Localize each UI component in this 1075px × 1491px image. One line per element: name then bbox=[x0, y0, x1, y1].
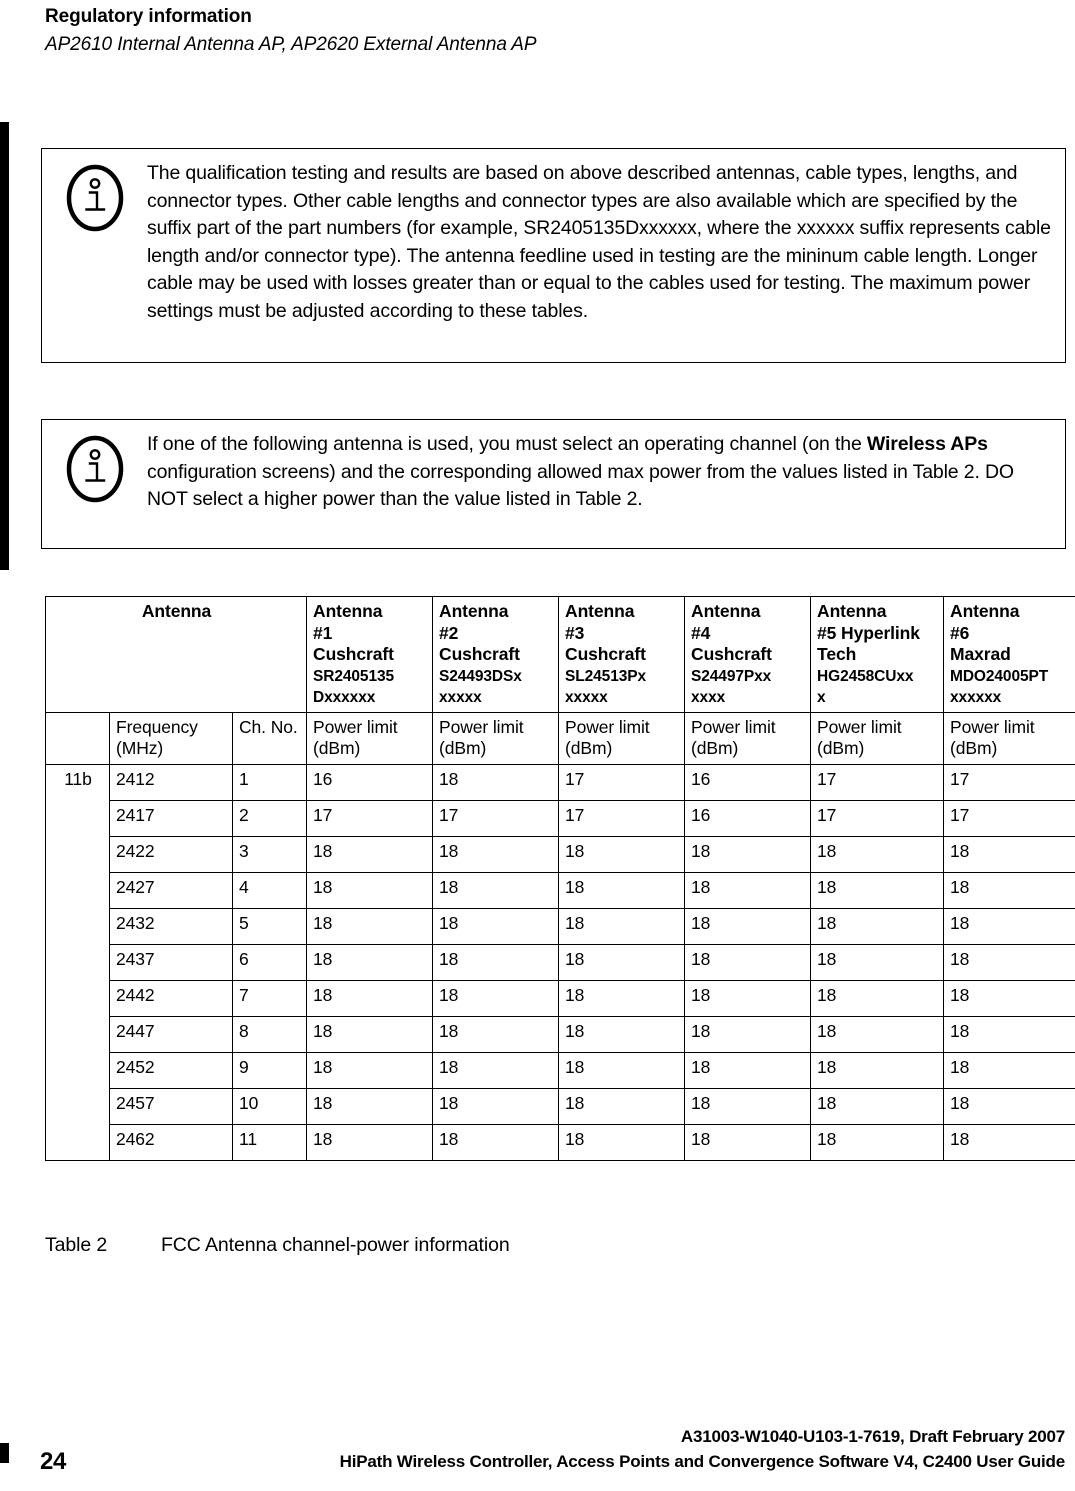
antenna-5-brand: Tech bbox=[817, 644, 857, 664]
cell-channel: 10 bbox=[233, 1088, 307, 1124]
cell-power-1: 18 bbox=[307, 980, 433, 1016]
page-subtitle: AP2610 Internal Antenna AP, AP2620 External Antenna AP bbox=[45, 34, 537, 55]
cell-channel: 4 bbox=[233, 872, 307, 908]
cell-frequency: 2437 bbox=[110, 944, 233, 980]
subheader-power-5 bbox=[811, 712, 944, 764]
subheader-power-3-line1: Power limit bbox=[565, 716, 650, 737]
note-text-part2: configuration screens) and the corresponding allowed max power from the values listed in Table 2. DO NOT select a higher power than the value listed in Table 2. bbox=[147, 460, 1014, 510]
cell-power-6: 18 bbox=[944, 1052, 1075, 1088]
antenna-3-model-line2: xxxxx bbox=[565, 688, 608, 706]
cell-power-1: 17 bbox=[307, 800, 433, 836]
antenna-1-model-line1: SR2405135 bbox=[313, 667, 395, 685]
cell-frequency: 2427 bbox=[110, 872, 233, 908]
cell-frequency: 2422 bbox=[110, 836, 233, 872]
subheader-power-3-line2: (dBm) bbox=[565, 738, 613, 758]
cell-power-5: 18 bbox=[811, 1088, 944, 1124]
table-row bbox=[46, 1124, 1075, 1160]
cell-channel: 2 bbox=[233, 800, 307, 836]
cell-power-6: 18 bbox=[944, 1016, 1075, 1052]
cell-channel: 8 bbox=[233, 1016, 307, 1052]
antenna-3-title: Antenna bbox=[565, 601, 635, 621]
cell-power-6: 18 bbox=[944, 872, 1075, 908]
cell-frequency: 2432 bbox=[110, 908, 233, 944]
antenna-6-model-line1: MDO24005PT bbox=[950, 667, 1049, 685]
change-bar-main bbox=[0, 122, 9, 570]
cell-power-1: 16 bbox=[307, 764, 433, 800]
antenna-5-model-line2: x bbox=[817, 688, 826, 706]
cell-power-2: 18 bbox=[433, 836, 559, 872]
antenna-2-model-line1: S24493DSx bbox=[439, 667, 522, 685]
cell-power-5: 18 bbox=[811, 1052, 944, 1088]
cell-power-6: 18 bbox=[944, 836, 1075, 872]
table-row bbox=[46, 1052, 1075, 1088]
cell-power-4: 18 bbox=[685, 1052, 811, 1088]
table-row bbox=[46, 944, 1075, 980]
subheader-power-2 bbox=[433, 712, 559, 764]
cell-power-2: 18 bbox=[433, 908, 559, 944]
table-row bbox=[46, 764, 1075, 800]
table-row bbox=[46, 800, 1075, 836]
antenna-1-brand: Cushcraft bbox=[313, 644, 394, 664]
subheader-power-6-line1: Power limit bbox=[950, 716, 1035, 737]
cell-frequency: 2462 bbox=[110, 1124, 233, 1160]
subheader-power-4 bbox=[685, 712, 811, 764]
cell-frequency: 2452 bbox=[110, 1052, 233, 1088]
cell-power-2: 17 bbox=[433, 800, 559, 836]
cell-power-4: 18 bbox=[685, 908, 811, 944]
antenna-3-model-line1: SL24513Px bbox=[565, 667, 646, 685]
cell-power-3: 18 bbox=[559, 836, 685, 872]
antenna-4-model-line1: S24497Pxx bbox=[691, 667, 772, 685]
table-row bbox=[46, 1016, 1075, 1052]
cell-power-2: 18 bbox=[433, 1016, 559, 1052]
cell-power-1: 18 bbox=[307, 872, 433, 908]
band-label-11b: 11b bbox=[46, 764, 110, 1160]
antenna-2-number: #2 bbox=[439, 622, 459, 643]
cell-power-2: 18 bbox=[433, 872, 559, 908]
antenna-3-number: #3 bbox=[565, 622, 585, 643]
antenna-4-number: #4 bbox=[691, 622, 711, 643]
cell-power-4: 16 bbox=[685, 800, 811, 836]
cell-power-6: 18 bbox=[944, 944, 1075, 980]
table-header-row-units bbox=[46, 712, 1075, 764]
header-antenna-2 bbox=[433, 597, 559, 713]
table-row bbox=[46, 908, 1075, 944]
header-antenna-6 bbox=[944, 597, 1075, 713]
cell-power-2: 18 bbox=[433, 1124, 559, 1160]
cell-power-5: 17 bbox=[811, 764, 944, 800]
subheader-power-4-line1: Power limit bbox=[691, 716, 776, 737]
table-body bbox=[46, 597, 1075, 1161]
cell-power-1: 18 bbox=[307, 1016, 433, 1052]
cell-power-1: 18 bbox=[307, 836, 433, 872]
antenna-5-title: Antenna bbox=[817, 601, 887, 621]
cell-power-2: 18 bbox=[433, 1088, 559, 1124]
note-box-antenna-channel-selection bbox=[41, 419, 1066, 549]
subheader-band-empty bbox=[46, 712, 110, 764]
note-box-qualification-testing bbox=[41, 148, 1066, 363]
header-antenna-merged: Antenna bbox=[46, 597, 307, 713]
antenna-6-model-line2: xxxxxx bbox=[950, 688, 1002, 706]
cell-power-5: 18 bbox=[811, 1124, 944, 1160]
footer-page-number: 24 bbox=[40, 1448, 67, 1475]
cell-power-3: 18 bbox=[559, 908, 685, 944]
table-row bbox=[46, 836, 1075, 872]
cell-power-4: 18 bbox=[685, 1124, 811, 1160]
cell-power-4: 16 bbox=[685, 764, 811, 800]
header-antenna-1 bbox=[307, 597, 433, 713]
cell-frequency: 2442 bbox=[110, 980, 233, 1016]
subheader-channel: Ch. No. bbox=[233, 712, 307, 764]
subheader-power-1-line1: Power limit bbox=[313, 716, 398, 737]
cell-power-2: 18 bbox=[433, 1052, 559, 1088]
cell-power-1: 18 bbox=[307, 908, 433, 944]
antenna-4-model-line2: xxxx bbox=[691, 688, 726, 706]
cell-channel: 5 bbox=[233, 908, 307, 944]
antenna-6-number: #6 bbox=[950, 622, 970, 643]
cell-power-5: 18 bbox=[811, 944, 944, 980]
cell-power-5: 18 bbox=[811, 872, 944, 908]
cell-power-1: 18 bbox=[307, 1124, 433, 1160]
table-header-row-antennas bbox=[46, 597, 1075, 713]
footer-document-info bbox=[340, 1424, 1065, 1474]
cell-frequency: 2457 bbox=[110, 1088, 233, 1124]
cell-frequency: 2447 bbox=[110, 1016, 233, 1052]
antenna-5-model-line1: HG2458CUxx bbox=[817, 667, 914, 685]
cell-power-2: 18 bbox=[433, 980, 559, 1016]
info-icon bbox=[66, 435, 124, 503]
cell-power-3: 18 bbox=[559, 1016, 685, 1052]
table-row bbox=[46, 872, 1075, 908]
document-header bbox=[45, 0, 1045, 58]
cell-channel: 1 bbox=[233, 764, 307, 800]
cell-power-5: 18 bbox=[811, 1016, 944, 1052]
note-text-emphasis: Wireless APs bbox=[866, 433, 988, 455]
cell-power-1: 18 bbox=[307, 1088, 433, 1124]
cell-power-6: 18 bbox=[944, 908, 1075, 944]
cell-power-6: 18 bbox=[944, 1124, 1075, 1160]
subheader-power-6-line2: (dBm) bbox=[950, 738, 998, 758]
footer-document-id: A31003-W1040-U103-1-7619, Draft February 2007 bbox=[680, 1427, 1065, 1446]
cell-power-3: 17 bbox=[559, 764, 685, 800]
cell-power-6: 18 bbox=[944, 980, 1075, 1016]
cell-power-1: 18 bbox=[307, 1052, 433, 1088]
note-text bbox=[147, 420, 1065, 522]
note-icon-cell bbox=[42, 149, 147, 232]
cell-power-3: 18 bbox=[559, 1052, 685, 1088]
subheader-power-6 bbox=[944, 712, 1075, 764]
table-caption-number: Table 2 bbox=[45, 1234, 108, 1256]
cell-power-4: 18 bbox=[685, 836, 811, 872]
subheader-frequency-line1: Frequency bbox=[116, 716, 198, 737]
cell-power-4: 18 bbox=[685, 1016, 811, 1052]
subheader-power-5-line2: (dBm) bbox=[817, 738, 865, 758]
cell-power-2: 18 bbox=[433, 944, 559, 980]
cell-power-5: 17 bbox=[811, 800, 944, 836]
cell-power-6: 17 bbox=[944, 764, 1075, 800]
antenna-2-brand: Cushcraft bbox=[439, 644, 520, 664]
cell-channel: 7 bbox=[233, 980, 307, 1016]
table-caption bbox=[45, 1232, 510, 1258]
subheader-power-2-line1: Power limit bbox=[439, 716, 524, 737]
antenna-5-number: #5 Hyperlink bbox=[817, 622, 920, 643]
cell-power-4: 18 bbox=[685, 980, 811, 1016]
subheader-power-1-line2: (dBm) bbox=[313, 738, 361, 758]
cell-power-3: 18 bbox=[559, 1124, 685, 1160]
cell-power-5: 18 bbox=[811, 980, 944, 1016]
antenna-1-title: Antenna bbox=[313, 601, 383, 621]
table-row bbox=[46, 1088, 1075, 1124]
subheader-frequency-line2: (MHz) bbox=[116, 738, 164, 758]
subheader-power-2-line2: (dBm) bbox=[439, 738, 487, 758]
cell-power-4: 18 bbox=[685, 872, 811, 908]
header-antenna-3 bbox=[559, 597, 685, 713]
cell-frequency: 2412 bbox=[110, 764, 233, 800]
subheader-power-3 bbox=[559, 712, 685, 764]
cell-power-3: 18 bbox=[559, 944, 685, 980]
note-text: The qualification testing and results are based on above described antennas, cable types, lengths, and connector types. Other cable lengths and connector types are also available which are specified by the suffix part of the part numbers (for example, SR2405135Dxxxxxx, where the xxxxxx suffix represents cable length and/or connector type). The antenna feedline used in testing are the mininum cable length. Longer cable may be used with losses greater than or equal to the cables used for testing. The maximum power settings must be adjusted according to these tables. bbox=[147, 162, 1051, 322]
cell-power-5: 18 bbox=[811, 908, 944, 944]
antenna-1-number: #1 bbox=[313, 622, 333, 643]
cell-power-4: 18 bbox=[685, 1088, 811, 1124]
antenna-2-title: Antenna bbox=[439, 601, 509, 621]
note-text-part1: If one of the following antenna is used, you must select an operating channel (on the bbox=[147, 433, 867, 455]
cell-channel: 3 bbox=[233, 836, 307, 872]
table-row bbox=[46, 980, 1075, 1016]
antenna-6-title: Antenna bbox=[950, 601, 1020, 621]
antenna-power-table-wrapper bbox=[45, 596, 1065, 1161]
antenna-1-model-line2: Dxxxxxx bbox=[313, 688, 376, 706]
cell-channel: 6 bbox=[233, 944, 307, 980]
cell-channel: 11 bbox=[233, 1124, 307, 1160]
subheader-frequency bbox=[110, 712, 233, 764]
table-caption-text: FCC Antenna channel-power information bbox=[161, 1234, 510, 1256]
subheader-power-5-line1: Power limit bbox=[817, 716, 902, 737]
cell-power-3: 17 bbox=[559, 800, 685, 836]
subheader-power-4-line2: (dBm) bbox=[691, 738, 739, 758]
header-antenna-4 bbox=[685, 597, 811, 713]
antenna-3-brand: Cushcraft bbox=[565, 644, 646, 664]
cell-channel: 9 bbox=[233, 1052, 307, 1088]
cell-power-1: 18 bbox=[307, 944, 433, 980]
footer-document-title: HiPath Wireless Controller, Access Points and Convergence Software V4, C2400 User Guide bbox=[339, 1452, 1065, 1471]
cell-power-6: 17 bbox=[944, 800, 1075, 836]
page-title: Regulatory information bbox=[45, 6, 252, 27]
antenna-6-brand: Maxrad bbox=[950, 644, 1011, 664]
cell-power-5: 18 bbox=[811, 836, 944, 872]
subheader-power-1 bbox=[307, 712, 433, 764]
cell-power-3: 18 bbox=[559, 1088, 685, 1124]
antenna-4-brand: Cushcraft bbox=[691, 644, 772, 664]
cell-frequency: 2417 bbox=[110, 800, 233, 836]
cell-power-2: 18 bbox=[433, 764, 559, 800]
note-icon-cell bbox=[42, 420, 147, 503]
cell-power-3: 18 bbox=[559, 872, 685, 908]
cell-power-6: 18 bbox=[944, 1088, 1075, 1124]
antenna-4-title: Antenna bbox=[691, 601, 761, 621]
cell-power-3: 18 bbox=[559, 980, 685, 1016]
header-antenna-5 bbox=[811, 597, 944, 713]
info-icon bbox=[66, 164, 124, 232]
antenna-power-table bbox=[45, 596, 1075, 1161]
cell-power-4: 18 bbox=[685, 944, 811, 980]
antenna-2-model-line2: xxxxx bbox=[439, 688, 482, 706]
